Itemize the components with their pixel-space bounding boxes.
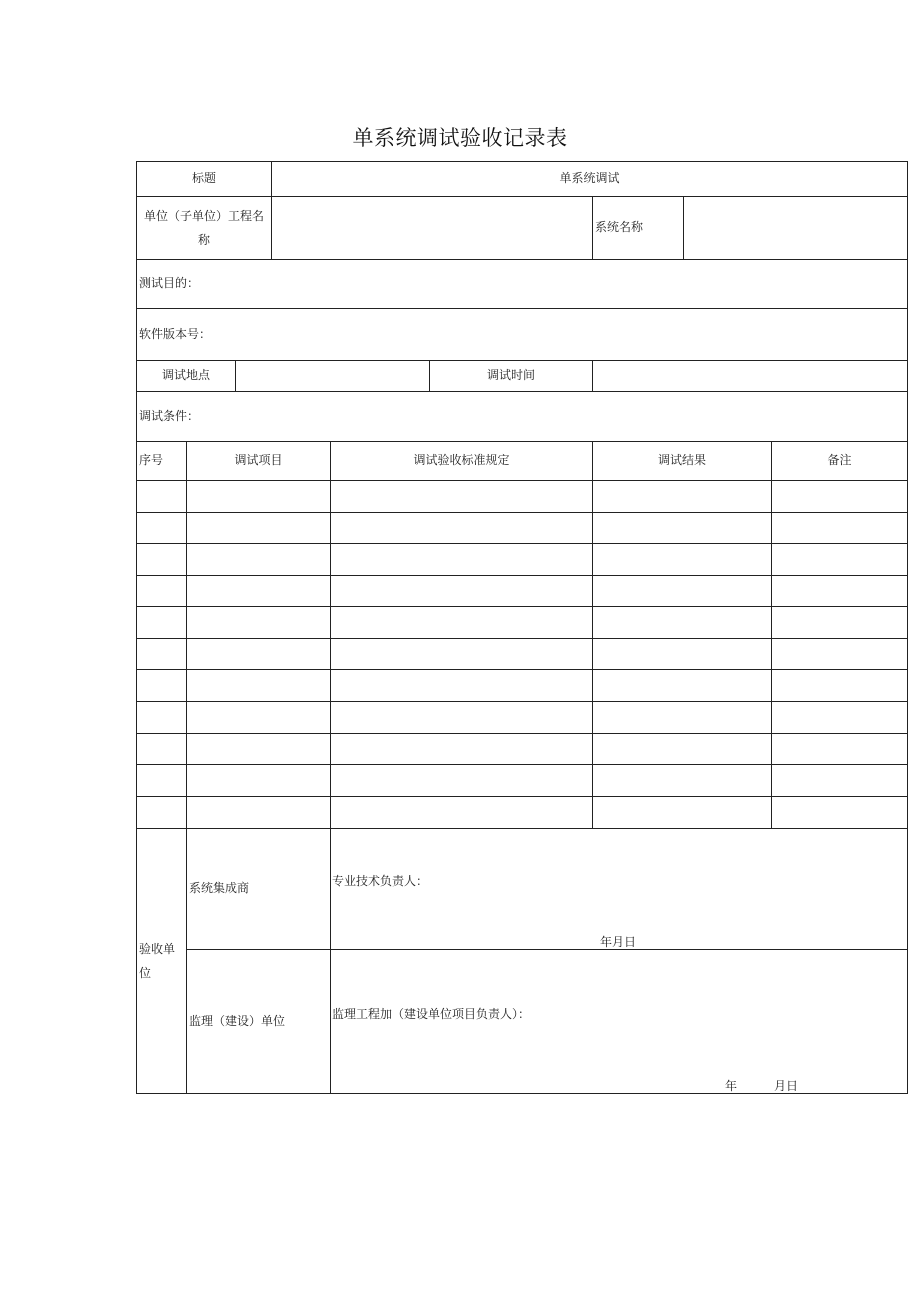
acceptance-label-line2: 位 [139,966,152,980]
purpose-field[interactable]: 测试目的： [136,259,908,309]
standard-cell[interactable] [330,543,593,576]
time-value-field[interactable] [592,360,908,392]
serial-cell[interactable] [136,796,187,829]
item-cell[interactable] [186,764,331,797]
serial-cell[interactable] [136,543,187,576]
result-cell[interactable] [592,512,772,544]
integrator-label-cell: 系统集成商 [186,828,331,950]
serial-cell[interactable] [136,512,187,544]
remark-cell[interactable] [771,543,908,576]
acceptance-label-cell [136,828,187,1094]
supervisor-date-monthday-label: 月日 [774,1079,799,1093]
title-label-cell: 标题 [136,161,272,197]
standard-cell[interactable] [330,733,593,765]
standard-cell[interactable] [330,796,593,829]
remark-cell[interactable] [771,764,908,797]
integrator-date-label: 年月日 [600,935,637,949]
col-header-item: 调试项目 [186,441,331,481]
result-cell[interactable] [592,701,772,734]
item-cell[interactable] [186,638,331,670]
item-cell[interactable] [186,701,331,734]
item-cell[interactable] [186,606,331,639]
item-cell[interactable] [186,512,331,544]
title-value-cell: 单系统调试 [271,161,908,197]
unit-label-line1: 单位（子单位）工程名 [143,209,264,223]
serial-cell[interactable] [136,480,187,513]
standard-cell[interactable] [330,669,593,702]
col-header-serial: 序号 [136,441,187,481]
result-cell[interactable] [592,796,772,829]
item-cell[interactable] [186,669,331,702]
serial-cell[interactable] [136,701,187,734]
item-cell[interactable] [186,480,331,513]
unit-label-line2: 称 [197,233,210,247]
standard-cell[interactable] [330,606,593,639]
remark-cell[interactable] [771,701,908,734]
serial-cell[interactable] [136,575,187,607]
integrator-signer-label: 专业技术负责人： [332,874,429,888]
standard-cell[interactable] [330,764,593,797]
software-version-field[interactable]: 软件版本号： [136,308,908,361]
result-cell[interactable] [592,764,772,797]
standard-cell[interactable] [330,575,593,607]
remark-cell[interactable] [771,606,908,639]
integrator-sign-field[interactable] [330,828,908,950]
unit-label-cell [136,196,272,260]
page-title: 单系统调试验收记录表 [352,126,568,150]
supervisor-label-cell: 监理（建设）单位 [186,949,331,1094]
result-cell[interactable] [592,606,772,639]
serial-cell[interactable] [136,733,187,765]
item-cell[interactable] [186,796,331,829]
acceptance-label-line1: 验收单 [139,942,176,956]
result-cell[interactable] [592,543,772,576]
standard-cell[interactable] [330,480,593,513]
standard-cell[interactable] [330,638,593,670]
remark-cell[interactable] [771,669,908,702]
item-cell[interactable] [186,733,331,765]
result-cell[interactable] [592,575,772,607]
serial-cell[interactable] [136,638,187,670]
remark-cell[interactable] [771,796,908,829]
item-cell[interactable] [186,543,331,576]
standard-cell[interactable] [330,701,593,734]
col-header-remark: 备注 [771,441,908,481]
remark-cell[interactable] [771,480,908,513]
unit-value-field[interactable] [271,196,593,260]
item-cell[interactable] [186,575,331,607]
result-cell[interactable] [592,638,772,670]
serial-cell[interactable] [136,764,187,797]
location-label-cell: 调试地点 [136,360,236,392]
result-cell[interactable] [592,480,772,513]
col-header-result: 调试结果 [592,441,772,481]
col-header-standard: 调试验收标准规定 [330,441,593,481]
remark-cell[interactable] [771,638,908,670]
serial-cell[interactable] [136,606,187,639]
system-name-label-cell: 系统名称 [592,196,684,260]
conditions-field[interactable]: 调试条件： [136,391,908,442]
remark-cell[interactable] [771,512,908,544]
result-cell[interactable] [592,669,772,702]
serial-cell[interactable] [136,669,187,702]
supervisor-date-year-label: 年 [725,1079,738,1093]
remark-cell[interactable] [771,733,908,765]
result-cell[interactable] [592,733,772,765]
standard-cell[interactable] [330,512,593,544]
remark-cell[interactable] [771,575,908,607]
supervisor-signer-label: 监理工程加（建设单位项目负责人）： [332,1007,531,1021]
location-value-field[interactable] [235,360,430,392]
time-label-cell: 调试时间 [429,360,593,392]
system-name-value-field[interactable] [683,196,908,260]
